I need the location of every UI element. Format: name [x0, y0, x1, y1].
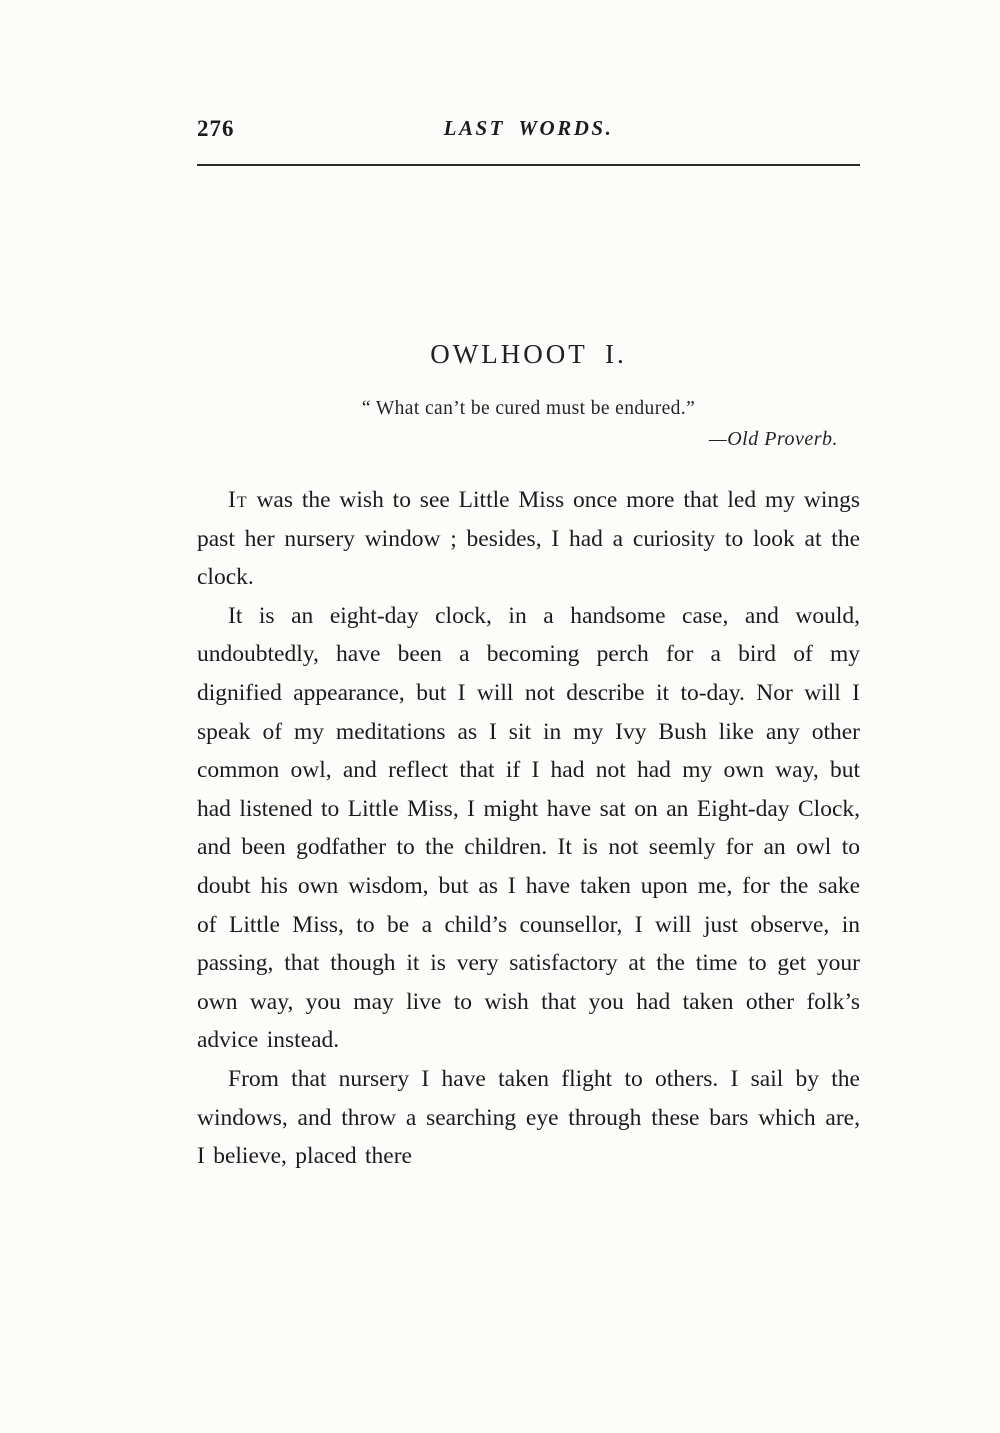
running-title: LAST WORDS.	[443, 116, 614, 140]
header-rule	[197, 164, 860, 166]
paragraph-2: It is an eight-day clock, in a handsome case, and would, undoubtedly, have been a becoming perch for a bird of my dignified appearance, but I will not describe it to-day. Nor will I speak of my meditations as I sit in my Ivy Bush like any other common owl, and reflect that if I had not had my own way, but had listened to Little Miss, I might have sat on an Eight-day Clock, and been godfather to the children. It is not seemly for an owl to doubt his own wisdom, but as I have taken upon me, for the sake of Little Miss, to be a child’s counsellor, I will just observe, in passing, that though it is very satisfactory at the time to get your own way, you may live to wish that you had taken other folk’s advice instead.	[197, 602, 860, 1054]
chapter-title: OWLHOOT I.	[430, 339, 627, 369]
body-text	[197, 481, 860, 1176]
running-header	[197, 0, 860, 142]
epigraph-quote: “ What can’t be cured must be endured.”	[361, 398, 696, 419]
page-number: 276	[197, 116, 235, 141]
paragraph-1	[197, 481, 860, 597]
paragraph-3: From that nursery I have taken flight to others. I sail by the windows, and throw a searching eye through these bars which are, I believe, placed there	[197, 1065, 860, 1170]
paragraph-1-text: was the wish to see Little Miss once more that led my wings past her nursery window ; besides, I had a curiosity to look at the clock.	[197, 487, 860, 591]
paragraph-1-lead-word: It	[228, 487, 248, 513]
text-block	[197, 0, 860, 1176]
epigraph-attribution: —Old Proverb.	[708, 428, 838, 450]
